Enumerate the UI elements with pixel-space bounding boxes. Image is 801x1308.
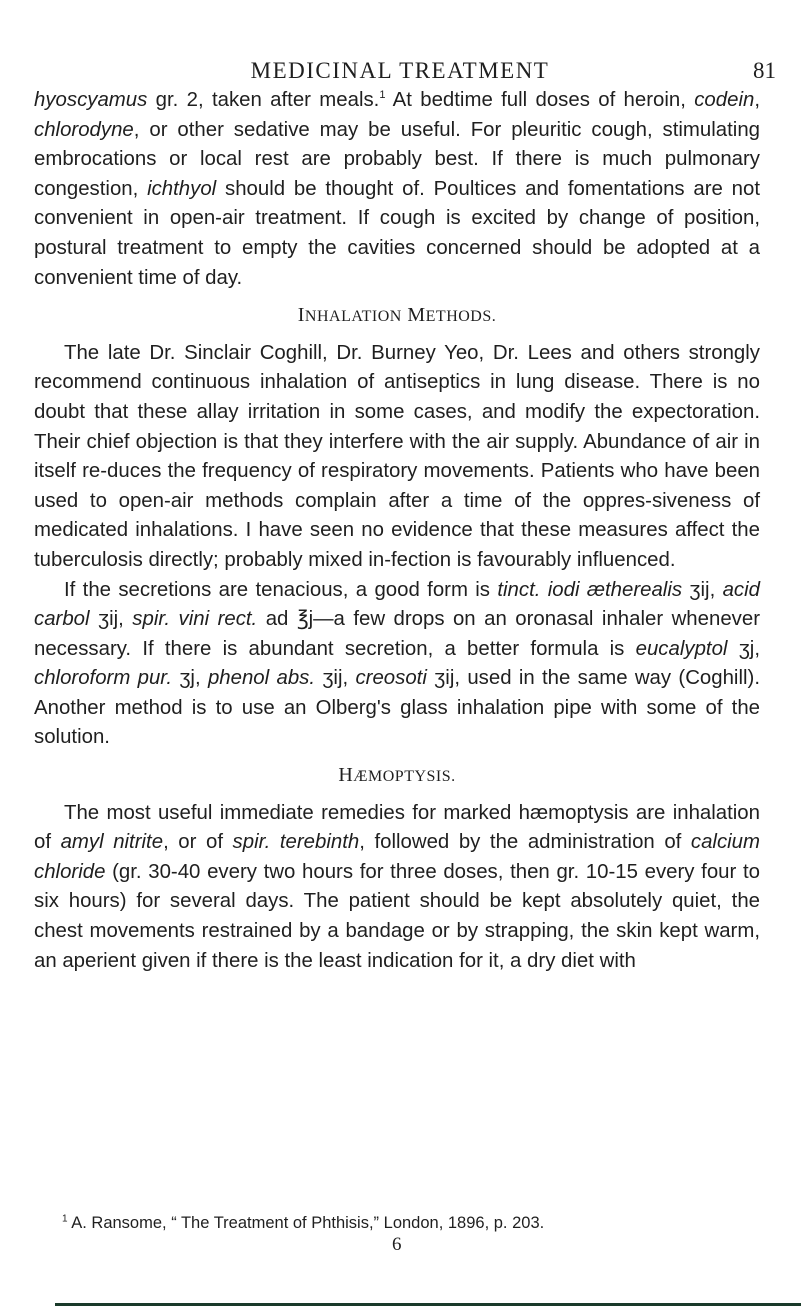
text-run: , or of bbox=[163, 831, 233, 854]
text-run: The most useful immediate remedies for marked hæmoptysis are inhalation of bbox=[34, 801, 760, 854]
drug-term: creosoti bbox=[355, 667, 427, 690]
footnote bbox=[62, 1212, 762, 1234]
drug-term: calcium chloride bbox=[34, 831, 761, 883]
footnote-text: A. Ransome, “ The Treatment of Phthisis,” London, 1896, p. 203. bbox=[67, 1214, 545, 1232]
text-run: , bbox=[754, 89, 760, 111]
drug-term: spir. terebinth bbox=[232, 831, 360, 854]
page-number: 81 bbox=[753, 58, 776, 83]
drug-term: spir. vini rect. bbox=[132, 608, 258, 631]
paragraph-haemoptysis-remedies bbox=[34, 799, 760, 977]
text-run: ʒij, bbox=[682, 578, 723, 601]
drug-term: phenol abs. bbox=[207, 667, 316, 690]
section-heading-inhalation: INHALATION METHODS. bbox=[297, 304, 497, 327]
footnote-mark: 1 bbox=[62, 1213, 68, 1225]
text-run: ʒj, bbox=[727, 637, 760, 660]
bottom-edge-rule bbox=[55, 1303, 801, 1306]
drug-term: codein bbox=[694, 89, 755, 111]
drug-term: acid carbol bbox=[34, 578, 760, 631]
text-run: At bedtime full doses of heroin, bbox=[385, 89, 695, 111]
text-run: If the secretions are tenacious, a good form is bbox=[64, 578, 498, 601]
footnote-ref: 1 bbox=[379, 89, 386, 102]
drug-term: ichthyol bbox=[147, 177, 217, 200]
paragraph-inhalation-antiseptics: The late Dr. Sinclair Coghill, Dr. Burney Yeo, Dr. Lees and others strongly recommend continuous inhalation of antiseptics in lung disease. There is no doubt that these allay irritation in some cases, and modify the expectoration. Their chief objection is that they interfere with the air supply. Abundance of air in itself re-duces the frequency of respiratory movements. Patients who have been used to open-air methods complain after a time of the oppres-siveness of medicated inhalations. I have seen no evidence that these measures affect the tuberculosis directly; probably mixed in-fection is favourably influenced. bbox=[34, 341, 760, 571]
body-text bbox=[34, 86, 760, 976]
drug-term: chloroform pur. bbox=[34, 667, 173, 690]
text-run: ad ℥j—a few drops on an oronasal inhaler whenever necessary. If there is abundant secretion, a better formula is bbox=[34, 608, 760, 660]
drug-term: tinct. iodi ætherealis bbox=[497, 578, 683, 601]
signature-mark: 6 bbox=[392, 1234, 402, 1255]
text-run: gr. 2, taken after meals. bbox=[147, 89, 380, 111]
text-run: (gr. 30-40 every two hours for three doses, then gr. 10-15 every four to six hours) for several days. The patient should be kept absolutely quiet, the chest movements restrained by a bandage or by strapping, the skin kept warm, an aperient given if there is the least indication for it, a dry diet with bbox=[34, 860, 760, 972]
drug-term: chlorodyne bbox=[34, 118, 134, 141]
text-run: ʒij, used in the same way (Coghill). Another method is to use an Olberg's glass inhalation pipe with some of the solution. bbox=[34, 667, 760, 749]
text-run: ʒij, bbox=[89, 608, 133, 631]
section-heading-haemoptysis: HÆMOPTYSIS. bbox=[338, 764, 456, 787]
text-run: , followed by the administration of bbox=[359, 831, 691, 854]
text-run: ʒij, bbox=[315, 667, 356, 690]
running-head: MEDICINAL TREATMENT bbox=[250, 58, 550, 83]
text-run: ʒj, bbox=[172, 667, 208, 690]
drug-term: amyl nitrite bbox=[60, 831, 164, 854]
text-run: should be thought of. Poultices and fomentations are not convenient in open-air treatment. If cough is excited by change of position, postural treatment to empty the cavities concerned should be adopted at a convenient time of day. bbox=[34, 177, 760, 289]
text-run: , or other sedative may be useful. For pleuritic cough, stimulating embrocations or local rest are probably best. If there is much pulmonary congestion, bbox=[34, 118, 760, 200]
drug-term: hyoscyamus bbox=[34, 89, 148, 111]
drug-term: eucalyptol bbox=[635, 637, 728, 660]
paragraph-cough-treatment bbox=[34, 86, 760, 293]
paragraph-inhalation-formulas bbox=[34, 576, 760, 754]
